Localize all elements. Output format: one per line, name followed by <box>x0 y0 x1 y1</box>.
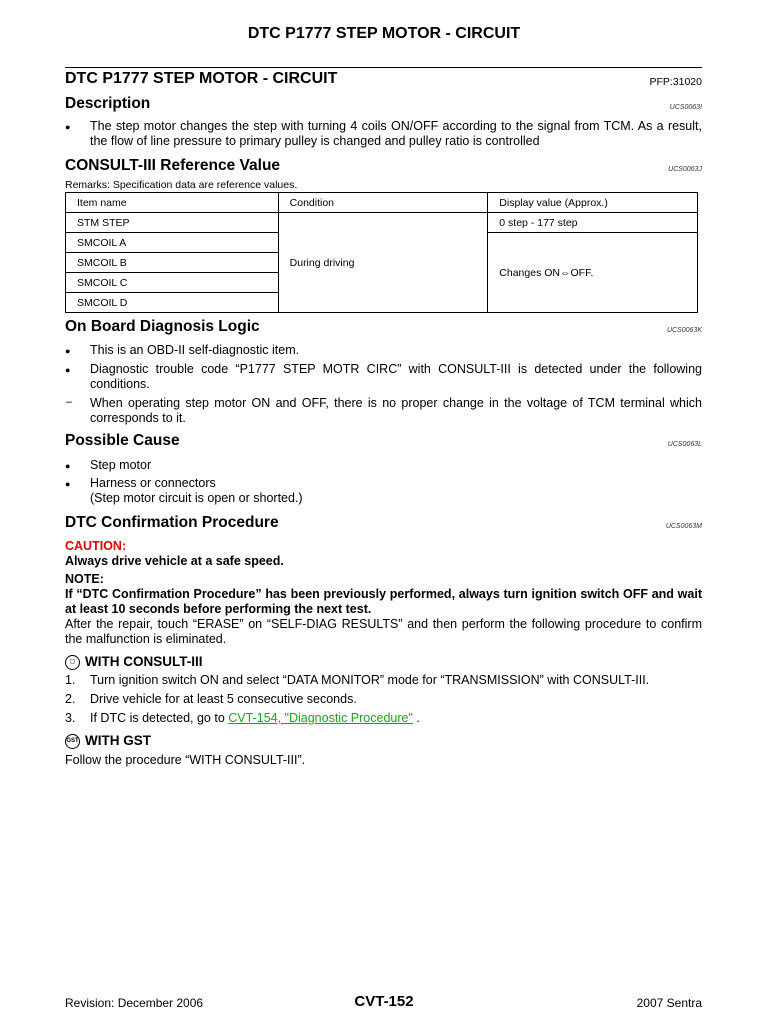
diagnostic-procedure-link[interactable]: CVT-154, "Diagnostic Procedure" <box>228 711 413 725</box>
dash-icon: – <box>66 396 73 408</box>
table-header-row <box>66 193 698 213</box>
bullet-icon: ● <box>65 365 71 375</box>
description-code: UCS0063I <box>669 104 702 111</box>
after-repair-text: After the repair, touch “ERASE” on “SELF-DIAG RESULTS” and then perform the following procedure to confirm the malfunction is eliminated. <box>65 617 702 646</box>
dtc-heading: DTC Confirmation Procedure <box>65 514 279 531</box>
item-smcoil-b: SMCOIL B <box>66 253 279 273</box>
remarks: Remarks: Specification data are reference values. <box>65 179 298 191</box>
with-gst-heading <box>65 733 151 749</box>
table-row <box>66 213 698 233</box>
obd-bullet-1: This is an OBD-II self-diagnostic item. <box>90 343 300 357</box>
note-label: NOTE: <box>65 572 104 586</box>
consult-code: UCS0063J <box>668 166 702 173</box>
pfp-code: PFP:31020 <box>649 76 702 88</box>
obd-bullet-2: Diagnostic trouble code “P1777 STEP MOTR CIRC” with CONSULT-III is detected under the following conditions. <box>90 362 702 391</box>
caution-text: Always drive vehicle at a safe speed. <box>65 554 284 568</box>
cause-code: UCS0063L <box>667 441 702 448</box>
description-heading: Description <box>65 95 151 112</box>
cause-bullet-2-detail: (Step motor circuit is open or shorted.) <box>90 491 303 505</box>
item-smcoil-c: SMCOIL C <box>66 273 279 293</box>
cause-bullet-2: Harness or connectors <box>90 476 216 490</box>
step-3 <box>90 711 702 726</box>
header-rule <box>65 67 702 68</box>
step-number: 2. <box>65 692 76 706</box>
step-number: 1. <box>65 673 76 687</box>
with-consult-label: WITH CONSULT-III <box>85 654 203 669</box>
step-1: Turn ignition switch ON and select “DATA MONITOR” mode for “TRANSMISSION” with CONSULT-III. <box>90 673 650 687</box>
reference-table <box>65 192 698 313</box>
item-stm-step: STM STEP <box>66 213 279 233</box>
step-number: 3. <box>65 711 76 725</box>
page-title: DTC P1777 STEP MOTOR - CIRCUIT <box>247 25 521 42</box>
item-smcoil-a: SMCOIL A <box>66 233 279 253</box>
header-item-name: Item name <box>66 193 279 213</box>
value-coils: Changes ON⇔OFF. <box>488 233 698 313</box>
footer-revision: Revision: December 2006 <box>65 996 204 1010</box>
bullet-icon: ● <box>65 461 71 471</box>
section-title: DTC P1777 STEP MOTOR - CIRCUIT <box>65 70 338 87</box>
condition-cell: During driving <box>278 213 488 313</box>
consult-heading: CONSULT-III Reference Value <box>65 157 281 174</box>
dtc-code: UCS0063M <box>665 523 702 530</box>
with-gst-label: WITH GST <box>85 733 151 748</box>
caution-label: CAUTION: <box>65 539 127 553</box>
description-text: The step motor changes the step with turning 4 coils ON/OFF according to the signal from TCM. As a result, the flow of line pressure to primary pulley is changed and pulley ratio is controlled <box>90 119 702 148</box>
value-step: 0 step - 177 step <box>488 213 698 233</box>
cause-bullet-1: Step motor <box>90 458 152 472</box>
cause-heading: Possible Cause <box>65 432 180 449</box>
with-consult-heading <box>65 654 203 670</box>
gst-text: Follow the procedure “WITH CONSULT-III”. <box>65 753 306 767</box>
bullet-icon: ● <box>65 122 71 132</box>
header-display-value: Display value (Approx.) <box>488 193 698 213</box>
footer-page-number: CVT-152 <box>354 993 414 1010</box>
obd-heading: On Board Diagnosis Logic <box>65 318 260 335</box>
obd-code: UCS0063K <box>666 327 702 334</box>
gst-icon: GST <box>65 734 80 749</box>
consult-icon: ▢ <box>65 655 80 670</box>
step-3-text: If DTC is detected, go to <box>90 711 229 725</box>
footer-model: 2007 Sentra <box>636 996 702 1010</box>
step-3-end: . <box>412 711 420 725</box>
bullet-icon: ● <box>65 479 71 489</box>
note-text: If “DTC Confirmation Procedure” has been previously performed, always turn ignition switch OFF and wait at least 10 seconds before performing the next test. <box>65 587 702 616</box>
bullet-icon: ● <box>65 346 71 356</box>
header-condition: Condition <box>278 193 488 213</box>
item-smcoil-d: SMCOIL D <box>66 293 279 313</box>
step-2: Drive vehicle for at least 5 consecutive seconds. <box>90 692 357 706</box>
obd-dash-1: When operating step motor ON and OFF, there is no proper change in the voltage of TCM terminal which corresponds to it. <box>90 396 702 425</box>
